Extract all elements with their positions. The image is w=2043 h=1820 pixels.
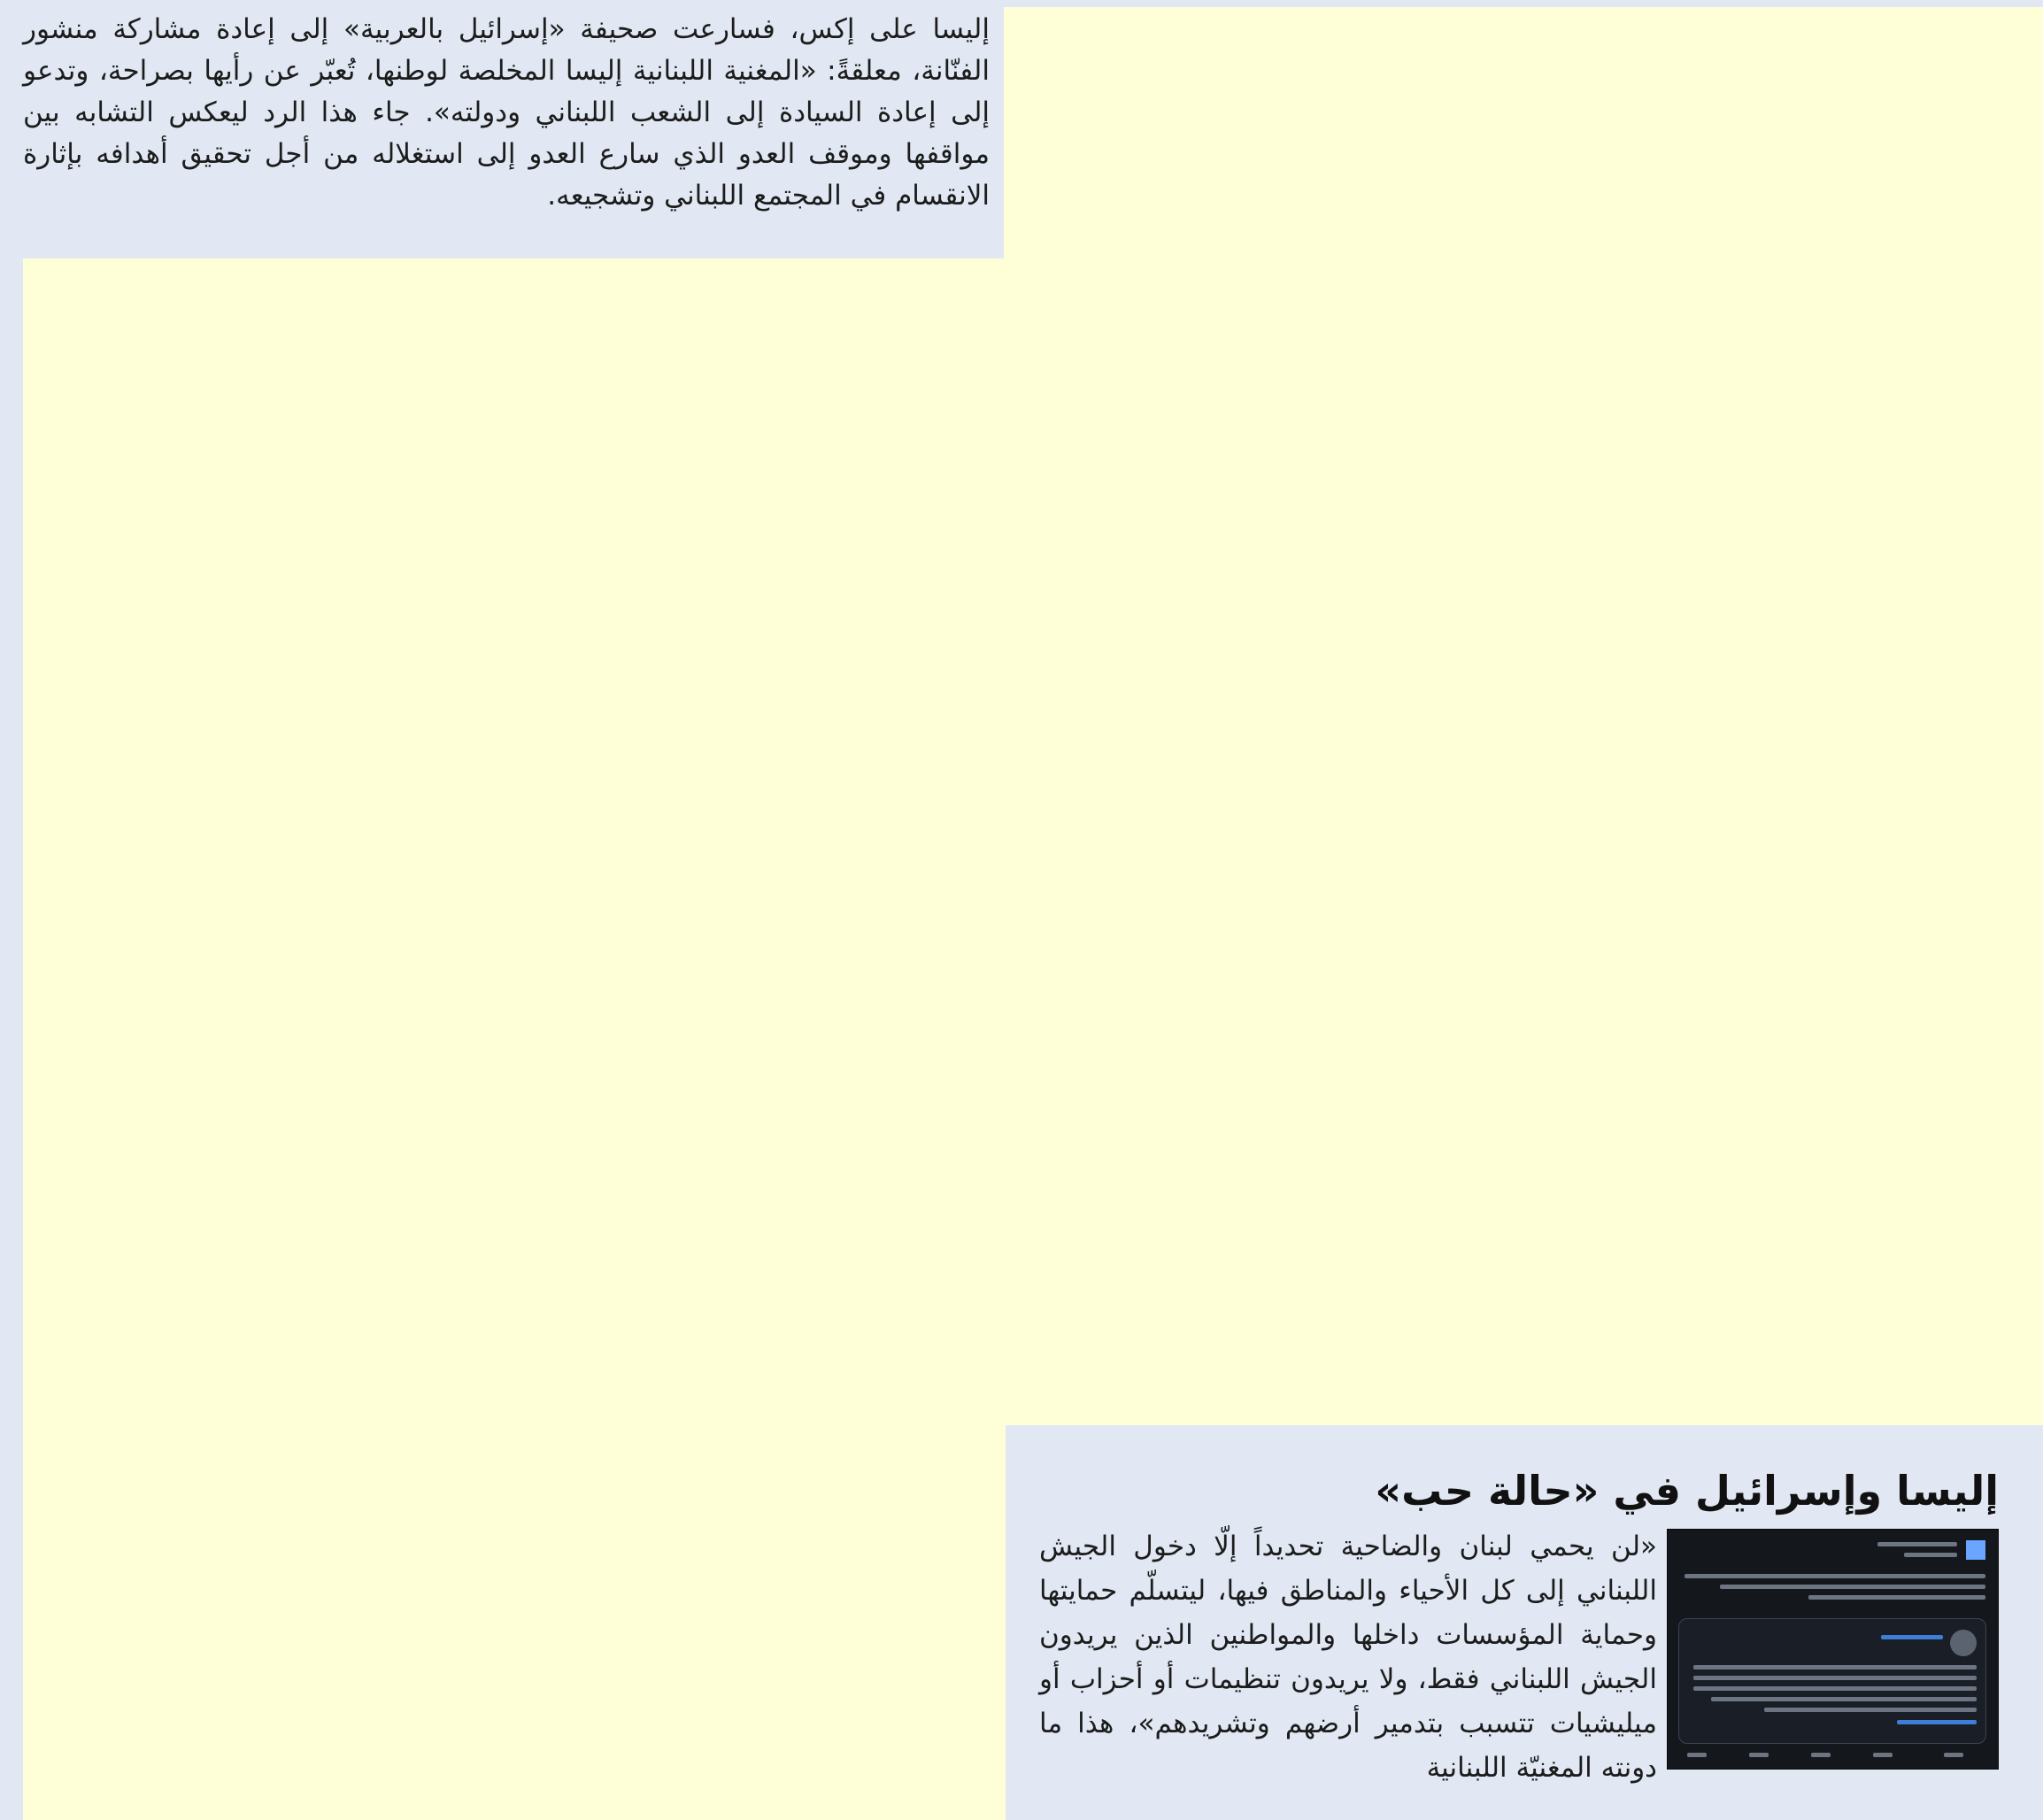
text-line xyxy=(1693,1665,1977,1670)
quoted-tweet-card xyxy=(1678,1618,1986,1744)
top-text-block xyxy=(23,9,990,217)
text-line xyxy=(1711,1697,1977,1701)
text-line xyxy=(1693,1686,1977,1691)
text-line xyxy=(1808,1595,1985,1600)
account-avatar-icon xyxy=(1966,1540,1985,1560)
views-icon xyxy=(1873,1753,1893,1757)
avatar-icon xyxy=(1950,1630,1977,1656)
text-line xyxy=(1897,1720,1977,1724)
text-line xyxy=(1877,1542,1957,1546)
text-line xyxy=(1693,1676,1977,1680)
article xyxy=(1007,1427,2043,1799)
highlight-area-main xyxy=(23,258,1006,1820)
reply-icon xyxy=(1687,1753,1707,1757)
top-paragraph: إليسا على إكس، فسارعت صحيفة «إسرائيل بالعربية» إلى إعادة مشاركة منشور الفنّانة، معلقةً: «المغنية اللبنانية إليسا المخلصة لوطنها، تُعبّر عن رأيها بصراحة، وتدعو إلى إعادة السيادة إلى الشعب اللبناني ودولته». جاء هذا الرد ليعكس التشابه بين مواقفها وموقف العدو الذي سارع العدو إلى استغلاله من أجل تحقيق أهدافه بإثارة الانقسام في المجتمع اللبناني وتشجيعه. xyxy=(23,13,990,212)
tweet-header xyxy=(1685,1540,1985,1554)
tweet-screenshot-image xyxy=(1667,1529,1999,1770)
text-line xyxy=(1720,1585,1985,1589)
article-body: «لن يحمي لبنان والضاحية تحديداً إلّا دخول الجيش اللبناني إلى كل الأحياء والمناطق فيها، ليتسلّم حمايتها وحماية المؤسسات داخلها والمواطنين الذين يريدون الجيش اللبناني فقط، ولا يريدون تنظيمات أو أحزاب أو ميليشيات تتسبب بتدمير أرضهم وتشريدهم»، هذا ما دونته المغنيّة اللبنانية xyxy=(1039,1531,1657,1784)
article-headline: إليسا وإسرائيل في «حالة حب» xyxy=(1375,1467,1999,1515)
retweet-icon xyxy=(1749,1753,1769,1757)
text-line xyxy=(1881,1635,1943,1639)
text-line xyxy=(1904,1553,1957,1557)
text-line xyxy=(1685,1574,1985,1578)
text-line xyxy=(1764,1708,1977,1712)
tweet-actions xyxy=(1678,1753,1985,1760)
share-icon xyxy=(1944,1753,1963,1757)
highlight-area-top xyxy=(1004,7,2043,1425)
like-icon xyxy=(1811,1753,1831,1757)
